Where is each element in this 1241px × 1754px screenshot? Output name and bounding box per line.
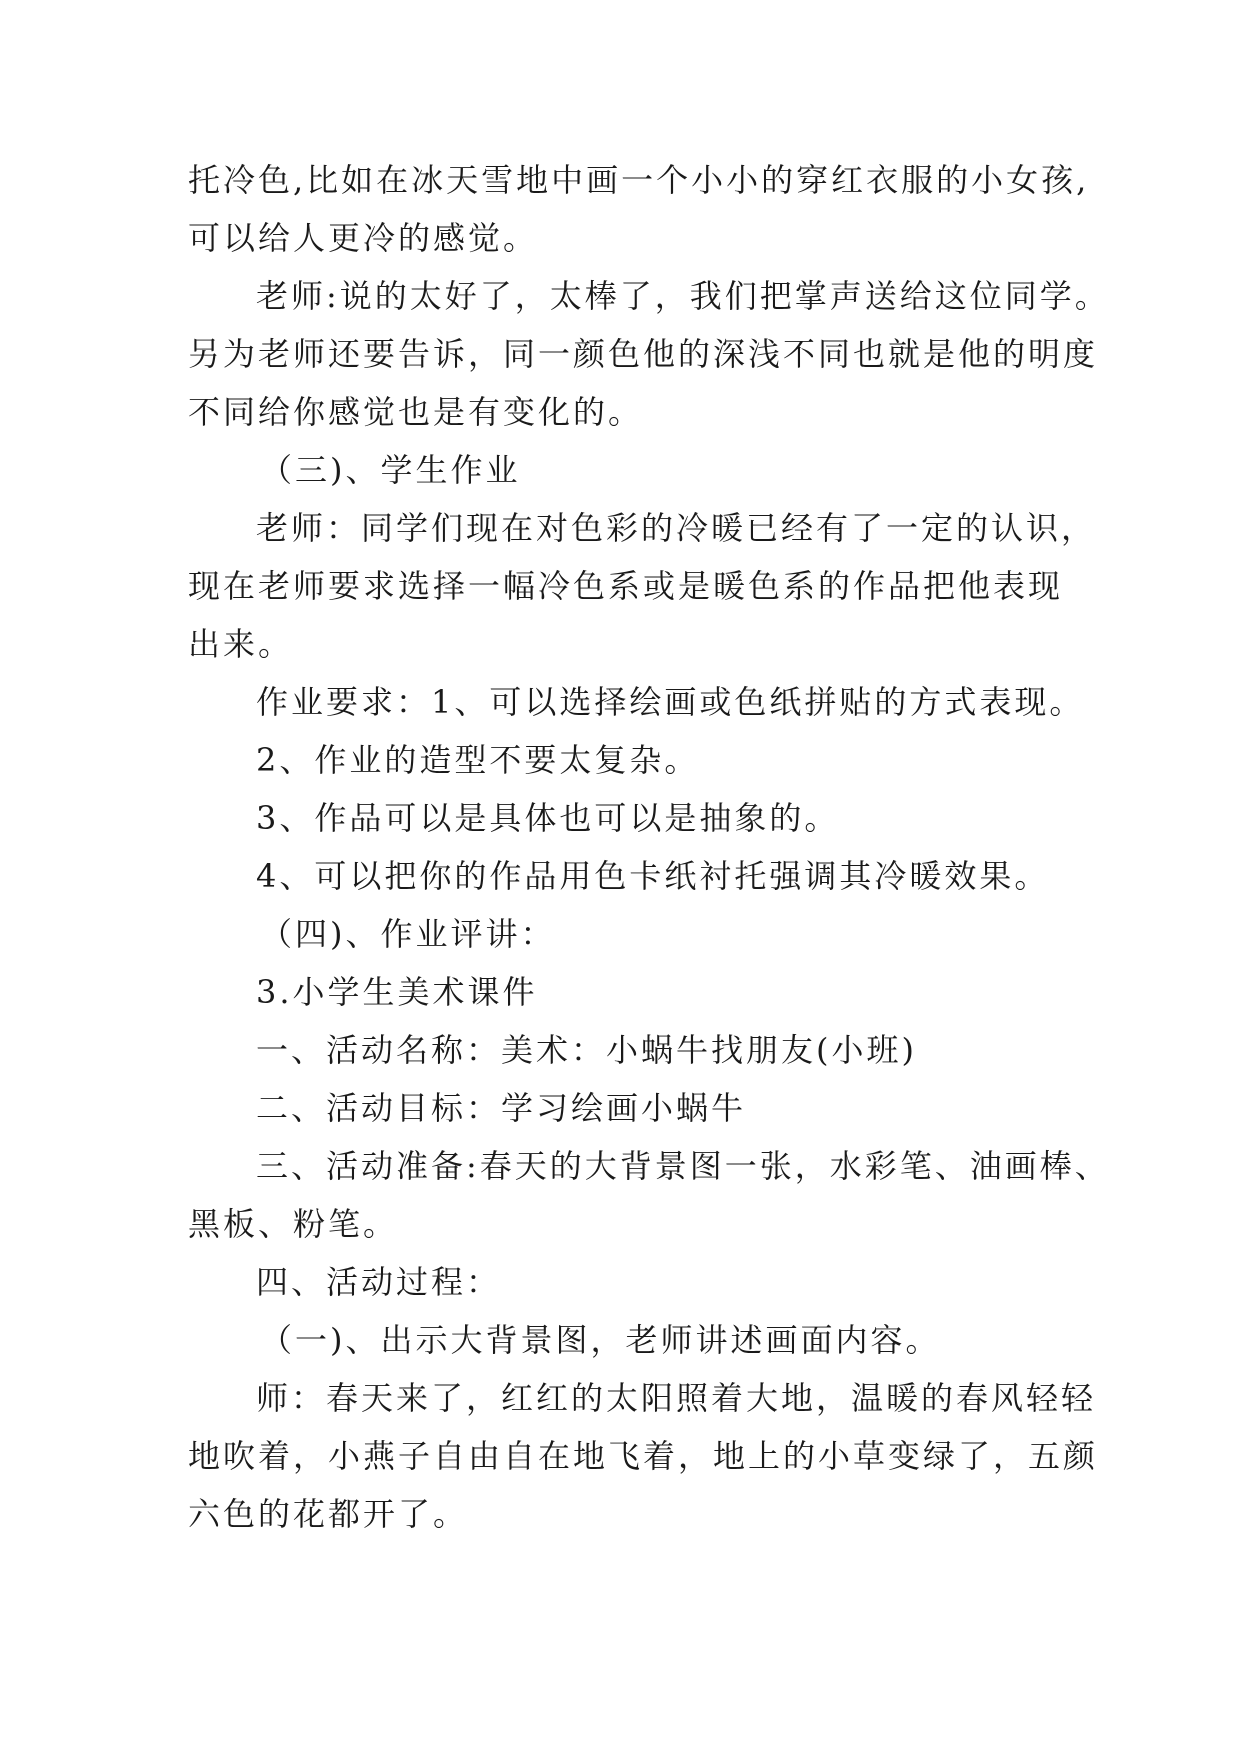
- text-line: 地吹着，小燕子自由自在地飞着，地上的小草变绿了，五颜: [188, 1437, 1099, 1475]
- text-line: 二、活动目标：学习绘画小蜗牛: [256, 1089, 747, 1127]
- section-heading: （三)、学生作业: [260, 451, 521, 489]
- text-line: 三、活动准备:春天的大背景图一张，水彩笔、油画棒、: [256, 1147, 1110, 1185]
- section-heading: （四)、作业评讲：: [260, 915, 556, 953]
- text-line: 六色的花都开了。: [188, 1495, 469, 1533]
- text-line: 老师:说的太好了，太棒了，我们把掌声送给这位同学。: [256, 277, 1110, 315]
- text-line: 出来。: [188, 625, 294, 663]
- text-line: 现在老师要求选择一幅冷色系或是暖色系的作品把他表现: [188, 567, 1064, 605]
- text-line: 黑板、粉笔。: [188, 1205, 399, 1243]
- text-line: 作业要求：1、可以选择绘画或色纸拼贴的方式表现。: [256, 683, 1085, 721]
- text-line: 不同给你感觉也是有变化的。: [188, 393, 644, 431]
- text-line: 老师：同学们现在对色彩的冷暖已经有了一定的认识，: [256, 509, 1097, 547]
- list-item: 3、作品可以是具体也可以是抽象的。: [256, 799, 840, 837]
- text-line: 另为老师还要告诉，同一颜色他的深浅不同也就是他的明度: [188, 335, 1099, 373]
- text-line: 一、活动名称：美术：小蜗牛找朋友(小班): [256, 1031, 917, 1069]
- list-item: 4、可以把你的作品用色卡纸衬托强调其冷暖效果。: [256, 857, 1050, 895]
- text-line: 四、活动过程：: [256, 1263, 502, 1301]
- text-line: 托冷色,比如在冰天雪地中画一个小小的穿红衣服的小女孩,: [188, 161, 1090, 199]
- section-title: 3.小学生美术课件: [256, 973, 538, 1011]
- text-line: 可以给人更冷的感觉。: [188, 219, 539, 257]
- section-heading: （一)、出示大背景图，老师讲述画面内容。: [260, 1321, 941, 1359]
- text-line: 师：春天来了，红红的太阳照着大地，温暖的春风轻轻: [256, 1379, 1097, 1417]
- list-item: 2、作业的造型不要太复杂。: [256, 741, 700, 779]
